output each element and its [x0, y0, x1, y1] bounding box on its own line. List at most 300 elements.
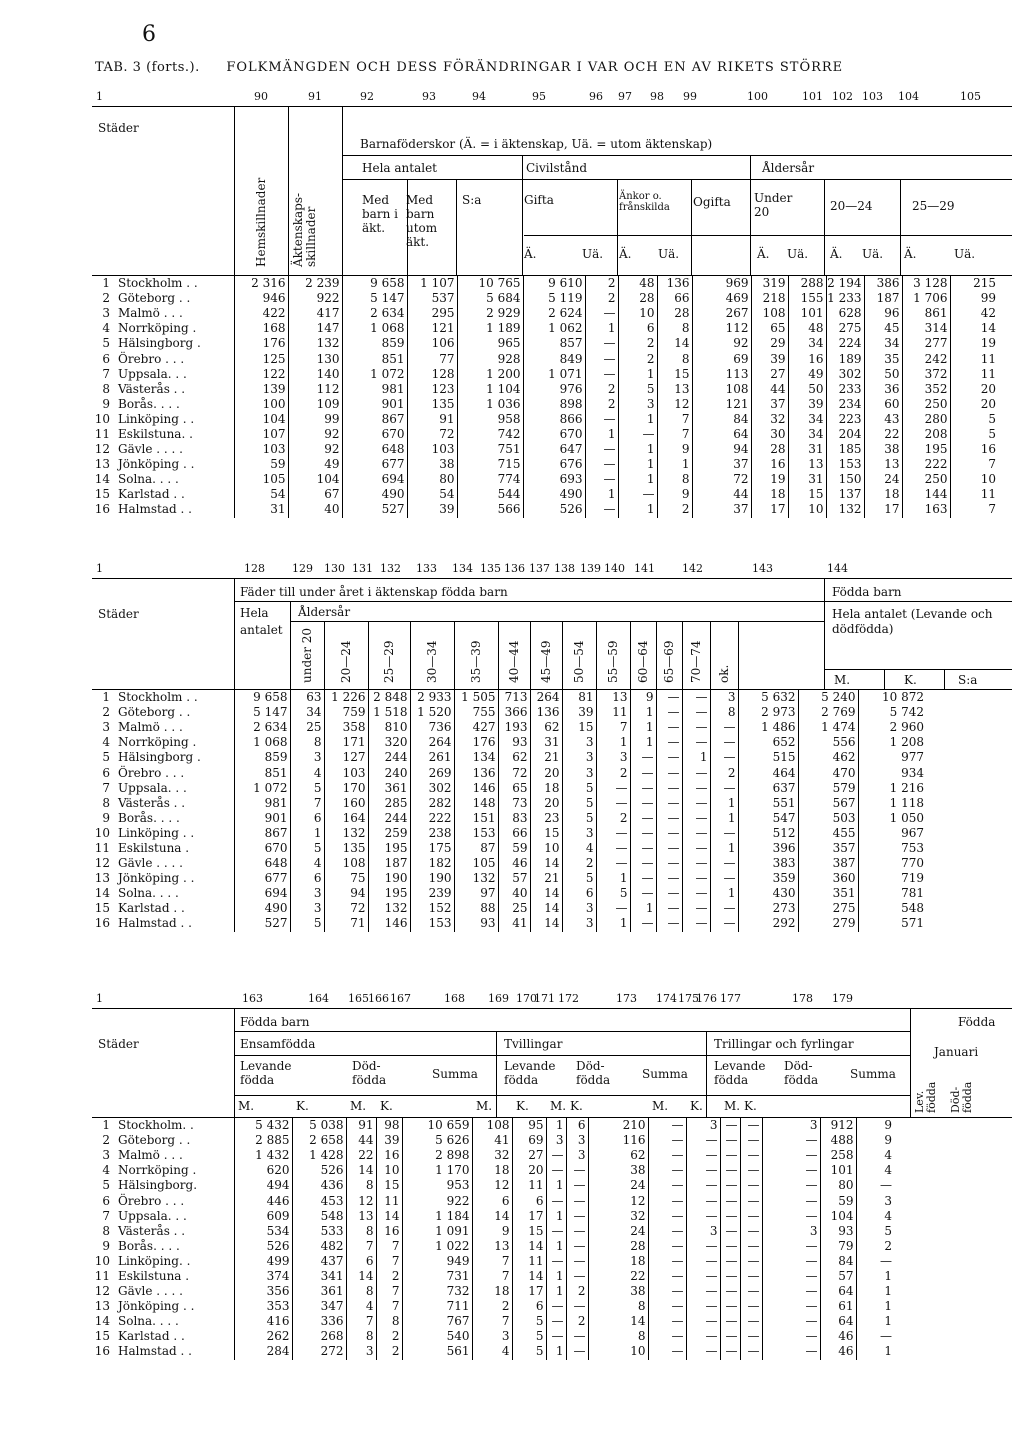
k-label: K.: [904, 673, 917, 687]
city-name: 12 Gävle . . . .: [92, 442, 234, 457]
table-cell: —: [686, 1163, 720, 1178]
table-cell: 22: [864, 427, 902, 442]
table-cell: 1 091: [402, 1224, 472, 1239]
table-cell: 9: [657, 487, 692, 502]
table-cell: 134: [454, 750, 498, 765]
table-cell: 153: [826, 457, 864, 472]
table-cell: 1 518: [368, 705, 410, 720]
table-cell: 6: [566, 1118, 588, 1133]
column-number: 174: [656, 992, 677, 1005]
table-cell: —: [682, 826, 710, 841]
table-cell: 969: [692, 276, 751, 291]
ensam-summa-label: Summa: [432, 1067, 478, 1081]
table-cell: —: [740, 1163, 762, 1178]
city-name: 12 Gävle . . . .: [92, 1284, 234, 1299]
table-cell: 204: [826, 427, 864, 442]
table-cell: 15: [376, 1178, 402, 1193]
table-cell: 242: [902, 351, 950, 366]
table-row: [92, 472, 998, 487]
table-cell: —: [762, 1299, 820, 1314]
table-cell: —: [720, 1314, 740, 1329]
table-cell: 352: [902, 382, 950, 397]
table-cell: 284: [234, 1344, 292, 1359]
u20-a-label: Ä.: [757, 247, 770, 261]
city-name: 14 Solna. . . .: [92, 1314, 234, 1329]
table-cell: 693: [523, 472, 585, 487]
sex-label: M.: [550, 1099, 567, 1113]
table-cell: 770: [901, 856, 924, 871]
ankor-ua-label: Uä.: [658, 247, 680, 261]
table-cell: —: [682, 901, 710, 916]
table-cell: 366: [498, 705, 530, 720]
table-cell: 14: [657, 336, 692, 351]
table-cell: 2: [657, 502, 692, 517]
table-cell: 48: [788, 321, 826, 336]
table-cell: 239: [410, 886, 454, 901]
table-cell: 357: [798, 841, 858, 856]
med-barn-i-akt-label: Med barn i äkt.: [362, 193, 398, 235]
table-cell: —: [740, 1239, 762, 1254]
table-cell: 417: [288, 306, 342, 321]
age-group-label: 55—59: [606, 640, 620, 683]
table-cell: —: [656, 720, 682, 735]
city-name: 8 Västerås . .: [92, 382, 234, 397]
table-row: [92, 1284, 894, 1299]
city-name: 13 Jönköping . .: [92, 1299, 234, 1314]
table-cell: 2 933: [410, 690, 454, 705]
table-cell: 9: [472, 1224, 512, 1239]
med-barn-utom-akt-label: Med barn utom äkt.: [406, 193, 438, 249]
column-number: 95: [532, 90, 546, 103]
table-row: [92, 765, 926, 780]
table-cell: 136: [454, 765, 498, 780]
table-cell: —: [630, 886, 656, 901]
table-cell: 36: [864, 382, 902, 397]
table-cell: 2: [472, 1299, 512, 1314]
table-cell: 34: [290, 705, 324, 720]
table-cell: 187: [864, 291, 902, 306]
table-cell: 416: [234, 1314, 292, 1329]
table-cell: 8: [588, 1299, 648, 1314]
table-cell: —: [762, 1178, 820, 1193]
table-cell: 176: [234, 336, 288, 351]
column-number: 96: [589, 90, 603, 103]
table-cell: 7: [988, 457, 996, 472]
table-cell: 742: [457, 427, 523, 442]
table-cell: —: [648, 1118, 686, 1133]
table-cell: 767: [402, 1314, 472, 1329]
age-group-label: under 20: [300, 627, 314, 683]
table-cell: 1: [546, 1239, 566, 1254]
table-cell: 65: [498, 781, 530, 796]
table-cell: 647: [523, 442, 585, 457]
table-cell: 579: [798, 781, 858, 796]
table-cell: 135: [407, 397, 457, 412]
table-cell: 14: [588, 1314, 648, 1329]
table-cell: 694: [234, 886, 290, 901]
table-cell: 453: [292, 1193, 346, 1208]
table-cell: 1: [710, 811, 738, 826]
table-cell: 2: [562, 856, 596, 871]
table-cell: 105: [234, 472, 288, 487]
table-cell: 5 632: [738, 690, 798, 705]
table-cell: 258: [820, 1148, 856, 1163]
city-name: 15 Karlstad . .: [92, 1329, 234, 1344]
table-cell: —: [656, 826, 682, 841]
table-row: [92, 502, 998, 517]
table-row: [92, 781, 926, 796]
table-cell: 2: [618, 351, 657, 366]
column-number: 142: [682, 562, 703, 575]
table-cell: 446: [234, 1193, 292, 1208]
sex-label: M.: [238, 1099, 255, 1113]
table-cell: 7: [472, 1314, 512, 1329]
column-number: 132: [380, 562, 401, 575]
table-cell: 32: [472, 1148, 512, 1163]
table-cell: 18: [588, 1254, 648, 1269]
table-cell: 49: [288, 457, 342, 472]
city-name: 1 Stockholm. .: [92, 1118, 234, 1133]
sex-label: K.: [690, 1099, 703, 1113]
table-cell: 34: [788, 412, 826, 427]
table-cell: 13: [657, 382, 692, 397]
table-cell: 1 428: [292, 1148, 346, 1163]
table-cell: 9 658: [342, 276, 407, 291]
table-cell: 121: [692, 397, 751, 412]
city-name: 2 Göteborg . .: [92, 705, 234, 720]
section-header: [92, 107, 1012, 276]
table-cell: 108: [324, 856, 368, 871]
city-name: 14 Solna. . . .: [92, 472, 234, 487]
table-cell: 224: [826, 336, 864, 351]
table-cell: 32: [751, 412, 788, 427]
table-cell: 7: [472, 1254, 512, 1269]
table-cell: 1 104: [457, 382, 523, 397]
table-cell: 41: [498, 916, 530, 931]
tvill-summa-label: Summa: [642, 1067, 688, 1081]
age-group-label: 60—64: [636, 640, 650, 683]
table-cell: 5 147: [234, 705, 290, 720]
column-number: 92: [360, 90, 374, 103]
table-cell: 533: [292, 1224, 346, 1239]
table-cell: 46: [820, 1344, 856, 1359]
table-cell: 292: [738, 916, 798, 931]
table-row: [92, 1133, 894, 1148]
table-cell: 1: [618, 367, 657, 382]
table-cell: 1 505: [454, 690, 498, 705]
table-cell: 38: [407, 457, 457, 472]
table-cell: —: [720, 1269, 740, 1284]
city-name: 7 Uppsala. . .: [92, 1209, 234, 1224]
table-cell: 238: [410, 826, 454, 841]
table-cell: —: [630, 796, 656, 811]
table-cell: 3: [566, 1133, 588, 1148]
table-cell: —: [720, 1284, 740, 1299]
table-cell: —: [566, 1269, 588, 1284]
table-cell: 282: [410, 796, 454, 811]
city-name: 1 Stockholm . .: [92, 690, 234, 705]
city-name: 11 Eskilstuna. .: [92, 427, 234, 442]
table-cell: 5 626: [402, 1133, 472, 1148]
table-cell: 128: [407, 367, 457, 382]
table-cell: —: [630, 916, 656, 931]
table-cell: 66: [498, 826, 530, 841]
table-cell: 108: [751, 306, 788, 321]
table-cell: 774: [457, 472, 523, 487]
table-cell: 1: [630, 720, 656, 735]
table-cell: 1: [546, 1118, 566, 1133]
column-number: 94: [472, 90, 486, 103]
table-cell: 106: [407, 336, 457, 351]
table-cell: 193: [498, 720, 530, 735]
table-cell: 356: [234, 1284, 292, 1299]
city-name: 3 Malmö . . .: [92, 1148, 234, 1163]
table-cell: —: [585, 502, 618, 517]
gifta-ua-label: Uä.: [582, 247, 604, 261]
table-cell: 361: [368, 781, 410, 796]
trillingar-label: Trillingar och fyrlingar: [714, 1037, 854, 1051]
city-name: 6 Örebro . . .: [92, 351, 234, 366]
table-cell: 8: [346, 1284, 376, 1299]
table-cell: —: [656, 916, 682, 931]
table-cell: —: [656, 750, 682, 765]
table-cell: 8: [346, 1329, 376, 1344]
table-cell: 38: [588, 1163, 648, 1178]
table-cell: 314: [902, 321, 950, 336]
table-cell: 1: [618, 442, 657, 457]
table-cell: 3: [686, 1224, 720, 1239]
table-cell: 16: [788, 351, 826, 366]
city-name: 7 Uppsala. . .: [92, 781, 234, 796]
table-cell: 1: [546, 1209, 566, 1224]
table-cell: —: [546, 1148, 566, 1163]
table-cell: —: [740, 1133, 762, 1148]
table-cell: 16: [751, 457, 788, 472]
table-row: [92, 306, 998, 321]
table-cell: 94: [692, 442, 751, 457]
table-cell: —: [710, 826, 738, 841]
table-cell: 215: [973, 276, 996, 291]
table-row: [92, 351, 998, 366]
table-cell: 7: [376, 1284, 402, 1299]
table-cell: 267: [692, 306, 751, 321]
table-row: [92, 1299, 894, 1314]
table-cell: 62: [498, 750, 530, 765]
table-cell: 922: [402, 1193, 472, 1208]
table-cell: 8: [346, 1224, 376, 1239]
city-name: 3 Malmö . . .: [92, 720, 234, 735]
table-cell: 10: [788, 502, 826, 517]
table-cell: 3: [290, 750, 324, 765]
table-cell: 386: [864, 276, 902, 291]
table-cell: 35: [864, 351, 902, 366]
table-cell: 3: [562, 765, 596, 780]
table-cell: 262: [234, 1329, 292, 1344]
table-cell: 20: [980, 396, 996, 411]
table-row: [92, 1224, 894, 1239]
table-cell: 13: [864, 457, 902, 472]
sex-label: K.: [570, 1099, 583, 1113]
table-cell: 151: [454, 811, 498, 826]
table-cell: —: [648, 1314, 686, 1329]
table-cell: 977: [901, 750, 924, 765]
table-cell: 24: [588, 1224, 648, 1239]
table-cell: 488: [820, 1133, 856, 1148]
city-name: 10 Linköping . .: [92, 826, 234, 841]
column-number: 101: [802, 90, 823, 103]
table-cell: 11: [980, 366, 996, 381]
column-number: 129: [292, 562, 313, 575]
ensam-dod-label: Död-födda: [352, 1059, 387, 1087]
table-cell: 3: [596, 750, 630, 765]
table-cell: 139: [234, 382, 288, 397]
city-name: 2 Göteborg . .: [92, 1133, 234, 1148]
trill-summa-label: Summa: [850, 1067, 896, 1081]
column-number-row: [92, 560, 1012, 579]
table-cell: 5: [290, 916, 324, 931]
table-cell: 2: [596, 765, 630, 780]
table-cell: 153: [410, 916, 454, 931]
table-cell: 222: [410, 811, 454, 826]
table-cell: 2: [596, 811, 630, 826]
table-cell: 14: [530, 916, 562, 931]
table-cell: 24: [588, 1178, 648, 1193]
table-cell: 981: [342, 382, 407, 397]
table-cell: 37: [692, 457, 751, 472]
table-cell: 20: [530, 765, 562, 780]
table-row: [92, 397, 998, 412]
table-row: [92, 841, 926, 856]
table-cell: —: [740, 1193, 762, 1208]
ankor-label: Änkor o. frånskilda: [619, 191, 670, 213]
table-cell: 965: [457, 336, 523, 351]
column-number: 90: [254, 90, 268, 103]
table-cell: 1: [710, 841, 738, 856]
table-cell: 25: [498, 901, 530, 916]
table-cell: —: [762, 1344, 820, 1359]
table-cell: 60: [864, 397, 902, 412]
table-cell: 3 128: [902, 276, 950, 291]
page-number: 6: [142, 22, 156, 47]
fader-label: Fäder till under året i äktenskap födda barn: [240, 585, 508, 599]
table-cell: 20: [530, 796, 562, 811]
table-cell: 6: [512, 1299, 546, 1314]
table-cell: —: [762, 1329, 820, 1344]
table-cell: —: [720, 1163, 740, 1178]
table-cell: —: [682, 796, 710, 811]
table-cell: 1 022: [402, 1239, 472, 1254]
hela-antalet-label: Hela antalet: [240, 606, 283, 637]
table-cell: 5 684: [457, 291, 523, 306]
table-cell: 43: [864, 412, 902, 427]
fodda-barn-table: [92, 1118, 894, 1360]
table-cell: 7: [346, 1239, 376, 1254]
table-cell: 163: [902, 502, 950, 517]
table-cell: 132: [324, 826, 368, 841]
table-cell: 11: [512, 1254, 546, 1269]
table-cell: 13: [472, 1239, 512, 1254]
table-cell: 1 474: [798, 720, 858, 735]
a2529-a-label: Ä.: [904, 247, 917, 261]
table-cell: 499: [234, 1254, 292, 1269]
table-cell: 464: [738, 765, 798, 780]
table-number: TAB. 3 (forts.).: [95, 60, 200, 75]
table-cell: 5: [290, 781, 324, 796]
table-cell: 12: [657, 397, 692, 412]
table-cell: —: [648, 1178, 686, 1193]
table-cell: —: [656, 705, 682, 720]
table-cell: 14: [346, 1163, 376, 1178]
stader-label: Städer: [98, 607, 139, 621]
table-cell: 64: [820, 1314, 856, 1329]
table-cell: —: [762, 1239, 820, 1254]
table-cell: 1: [884, 1344, 892, 1359]
table-cell: 28: [618, 291, 657, 306]
column-number: 98: [650, 90, 664, 103]
tvill-dod-label: Död-födda: [576, 1059, 611, 1087]
table-cell: 72: [692, 472, 751, 487]
table-cell: 8: [657, 351, 692, 366]
column-number: 143: [752, 562, 773, 575]
table-cell: 361: [292, 1284, 346, 1299]
table-cell: 5: [512, 1314, 546, 1329]
table-cell: 2 898: [402, 1148, 472, 1163]
table-cell: 23: [530, 811, 562, 826]
table-cell: 127: [324, 750, 368, 765]
table-cell: 279: [798, 916, 858, 931]
table-cell: 103: [324, 765, 368, 780]
table-cell: 341: [292, 1269, 346, 1284]
table-cell: 2 194: [826, 276, 864, 291]
table-cell: 7: [376, 1299, 402, 1314]
table-cell: 556: [798, 735, 858, 750]
table-cell: —: [566, 1329, 588, 1344]
table-cell: —: [682, 886, 710, 901]
table-cell: —: [585, 412, 618, 427]
table-cell: 4: [884, 1208, 892, 1223]
table-cell: —: [740, 1329, 762, 1344]
table-cell: 63: [290, 690, 324, 705]
table-cell: 677: [234, 871, 290, 886]
table-cell: —: [648, 1299, 686, 1314]
table-cell: —: [686, 1239, 720, 1254]
ogifta-label: Ogifta: [693, 195, 731, 209]
table-cell: —: [596, 841, 630, 856]
column-number: 1: [96, 992, 103, 1005]
table-cell: 12: [346, 1193, 376, 1208]
table-cell: 137: [826, 487, 864, 502]
fodda-barn-label: Födda barn: [240, 1015, 310, 1029]
table-cell: 104: [820, 1209, 856, 1224]
table-cell: 28: [751, 442, 788, 457]
table-row: [92, 690, 926, 705]
table-cell: —: [656, 901, 682, 916]
city-name: 8 Västerås . .: [92, 1224, 234, 1239]
table-cell: —: [686, 1193, 720, 1208]
table-cell: —: [720, 1344, 740, 1359]
table-cell: 810: [368, 720, 410, 735]
table-cell: 259: [368, 826, 410, 841]
table-cell: 6: [618, 321, 657, 336]
table-cell: 93: [498, 735, 530, 750]
table-cell: 736: [410, 720, 454, 735]
table-cell: —: [656, 811, 682, 826]
age-group-label: 25—29: [382, 640, 396, 683]
table-cell: 515: [738, 750, 798, 765]
table-cell: 2 316: [234, 276, 288, 291]
column-number-row: [92, 990, 1012, 1009]
table-row: [92, 276, 998, 291]
